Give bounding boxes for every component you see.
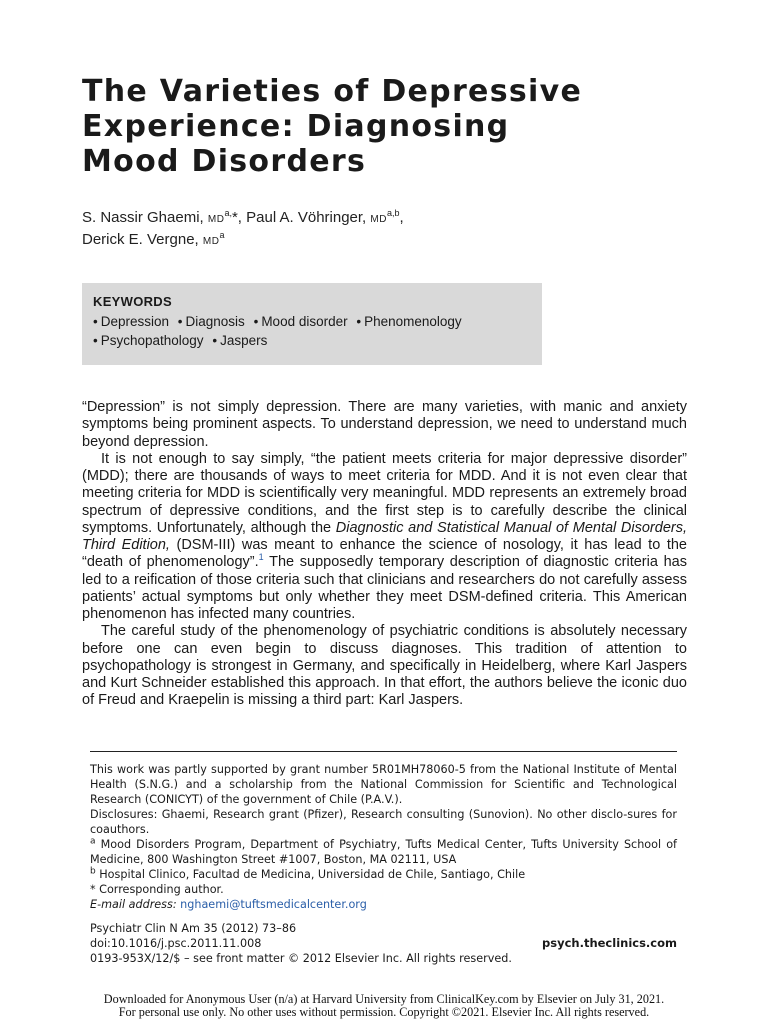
bullet-icon: •: [253, 314, 259, 329]
download-notice-line: Downloaded for Anonymous User (n/a) at Harvard University from ClinicalKey.com by Elsevier on July 31, 2021.: [103, 992, 665, 1006]
bullet-icon: •: [93, 314, 98, 329]
keyword: Jaspers: [220, 333, 268, 348]
journal-citation: Psychiatr Clin N Am 35 (2012) 73–86: [90, 922, 297, 935]
body-paragraph: [82, 451, 687, 624]
article-title-line: The Varieties of Depressive: [82, 74, 583, 109]
article-title: [82, 74, 682, 179]
author-degree: MD: [202, 236, 220, 247]
author-name: Derick E. Vergne,: [82, 231, 203, 248]
article-title-line: Mood Disorders: [82, 144, 367, 179]
keywords-line: [93, 313, 531, 330]
download-notice-line: For personal use only. No other uses without permission. Copyright ©2021. Elsevier Inc. All rights reserved.: [118, 1005, 650, 1019]
corresponding-author-note: * Corresponding author.: [90, 883, 224, 896]
affiliation-marker: b: [90, 866, 96, 877]
author-degree: MD: [370, 214, 387, 225]
affiliation-marker: a,: [224, 208, 232, 218]
footnotes: [90, 762, 677, 912]
reference-link[interactable]: 1: [258, 552, 264, 563]
body-text-run: It is not enough to say simply, “the patient meets criteria for major depressive disorder” (MDD); there are thousands of ways to meet criteria for MDD. And it is not even clear that meeting criteria for MDD is scientifically very meaningful. MDD represents an extremely broad spectrum of depressive conditions, and the first step is to carefully describe the clinical symptoms. Unfortunately, although the: [82, 450, 687, 536]
keywords-heading: KEYWORDS: [93, 294, 172, 309]
copyright-line: 0193-953X/12/$ – see front matter © 2012 Elsevier Inc. All rights reserved.: [90, 952, 512, 965]
affiliation-text: Hospital Clinico, Facultad de Medicina, Universidad de Chile, Santiago, Chile: [95, 868, 526, 881]
citation-block: [90, 921, 677, 966]
body-text-run: (DSM-III) was meant to enhance the science of nosology, it has lead to the “death of phenomenology”.: [82, 537, 687, 571]
author-separator: ,: [237, 209, 247, 226]
body-paragraph: “Depression” is not simply depression. There are many varieties, with manic and anxiety symptoms being prominent aspects. To understand depression, we need to understand much beyond depression.: [82, 399, 687, 450]
download-notice: [0, 993, 768, 1019]
doi-row: [90, 936, 677, 951]
author-list: [82, 208, 682, 252]
affiliation-b: [90, 867, 677, 882]
keyword: Mood disorder: [261, 314, 348, 329]
author-degree: MD: [207, 214, 225, 225]
dsm-title: Diagnostic and Statistical Manual of Mental Disorders, Third Edition,: [82, 519, 687, 553]
author-name: S. Nassir Ghaemi,: [82, 209, 208, 226]
funding-note: This work was partly supported by grant number 5R01MH78060-5 from the National Institute of Mental Health (S.N.G.) and a scholarship from the National Commission for Scientific and Technological Research (CONICYT) of the government of Chile (P.A.V.).: [90, 763, 677, 806]
bullet-icon: •: [93, 333, 98, 348]
disclosures-note: Disclosures: Ghaemi, Research grant (Pfizer), Research consulting (Sunovion). No other disclo-sures for coauthors.: [90, 808, 677, 836]
email-line: [90, 897, 677, 912]
body-paragraph: The careful study of the phenomenology of psychiatric conditions is absolutely necessary before one can even begin to discuss diagnoses. This tradition of attention to psychopathology is strongest in Germany, and specifically in Heidelberg, where Karl Jaspers and Kurt Schneider established this approach. In that effort, the authors believe the iconic duo of Freud and Kraepelin is missing a third part: Karl Jaspers.: [82, 623, 687, 709]
keywords-box: [82, 283, 542, 365]
bullet-icon: •: [177, 314, 183, 329]
keyword: Depression: [100, 314, 170, 329]
affiliation-text: Mood Disorders Program, Department of Psychiatry, Tufts Medical Center, Tufts University School of Medicine, 800 Washington Street #1007, Boston, MA 02111, USA: [90, 838, 677, 866]
affiliation-marker: a: [90, 836, 96, 847]
article-title-line: Experience: Diagnosing: [82, 109, 510, 144]
bullet-icon: •: [212, 333, 218, 348]
body-text-run: The supposedly temporary description of diagnostic criteria has led to a reification of those criteria such that clinicians and researchers do not carefully assess patients’ actual symptoms but only whether they meet DSM-defined criteria. This American phenomenon has infected many countries.: [82, 554, 687, 622]
doi: doi:10.1016/j.psc.2011.11.008: [90, 937, 262, 950]
keyword: Phenomenology: [364, 314, 462, 329]
corresponding-marker: *: [231, 209, 238, 226]
bullet-icon: •: [356, 314, 362, 329]
author-name: Paul A. Vöhringer,: [246, 209, 371, 226]
journal-url[interactable]: psych.theclinics.com: [542, 936, 677, 950]
keywords-line: [93, 332, 531, 349]
affiliation-a: [90, 837, 677, 867]
author-separator: ,: [399, 209, 404, 226]
affiliation-marker: a,b: [386, 208, 400, 218]
email-label: E-mail address:: [90, 898, 177, 911]
article-body: [82, 399, 687, 710]
email-link[interactable]: nghaemi@tuftsmedicalcenter.org: [180, 898, 367, 911]
keyword: Psychopathology: [100, 333, 204, 348]
author-line: [82, 230, 682, 252]
keyword: Diagnosis: [185, 314, 245, 329]
author-line: [82, 208, 682, 230]
footnote-divider: [90, 751, 677, 752]
affiliation-marker: a: [219, 230, 225, 240]
